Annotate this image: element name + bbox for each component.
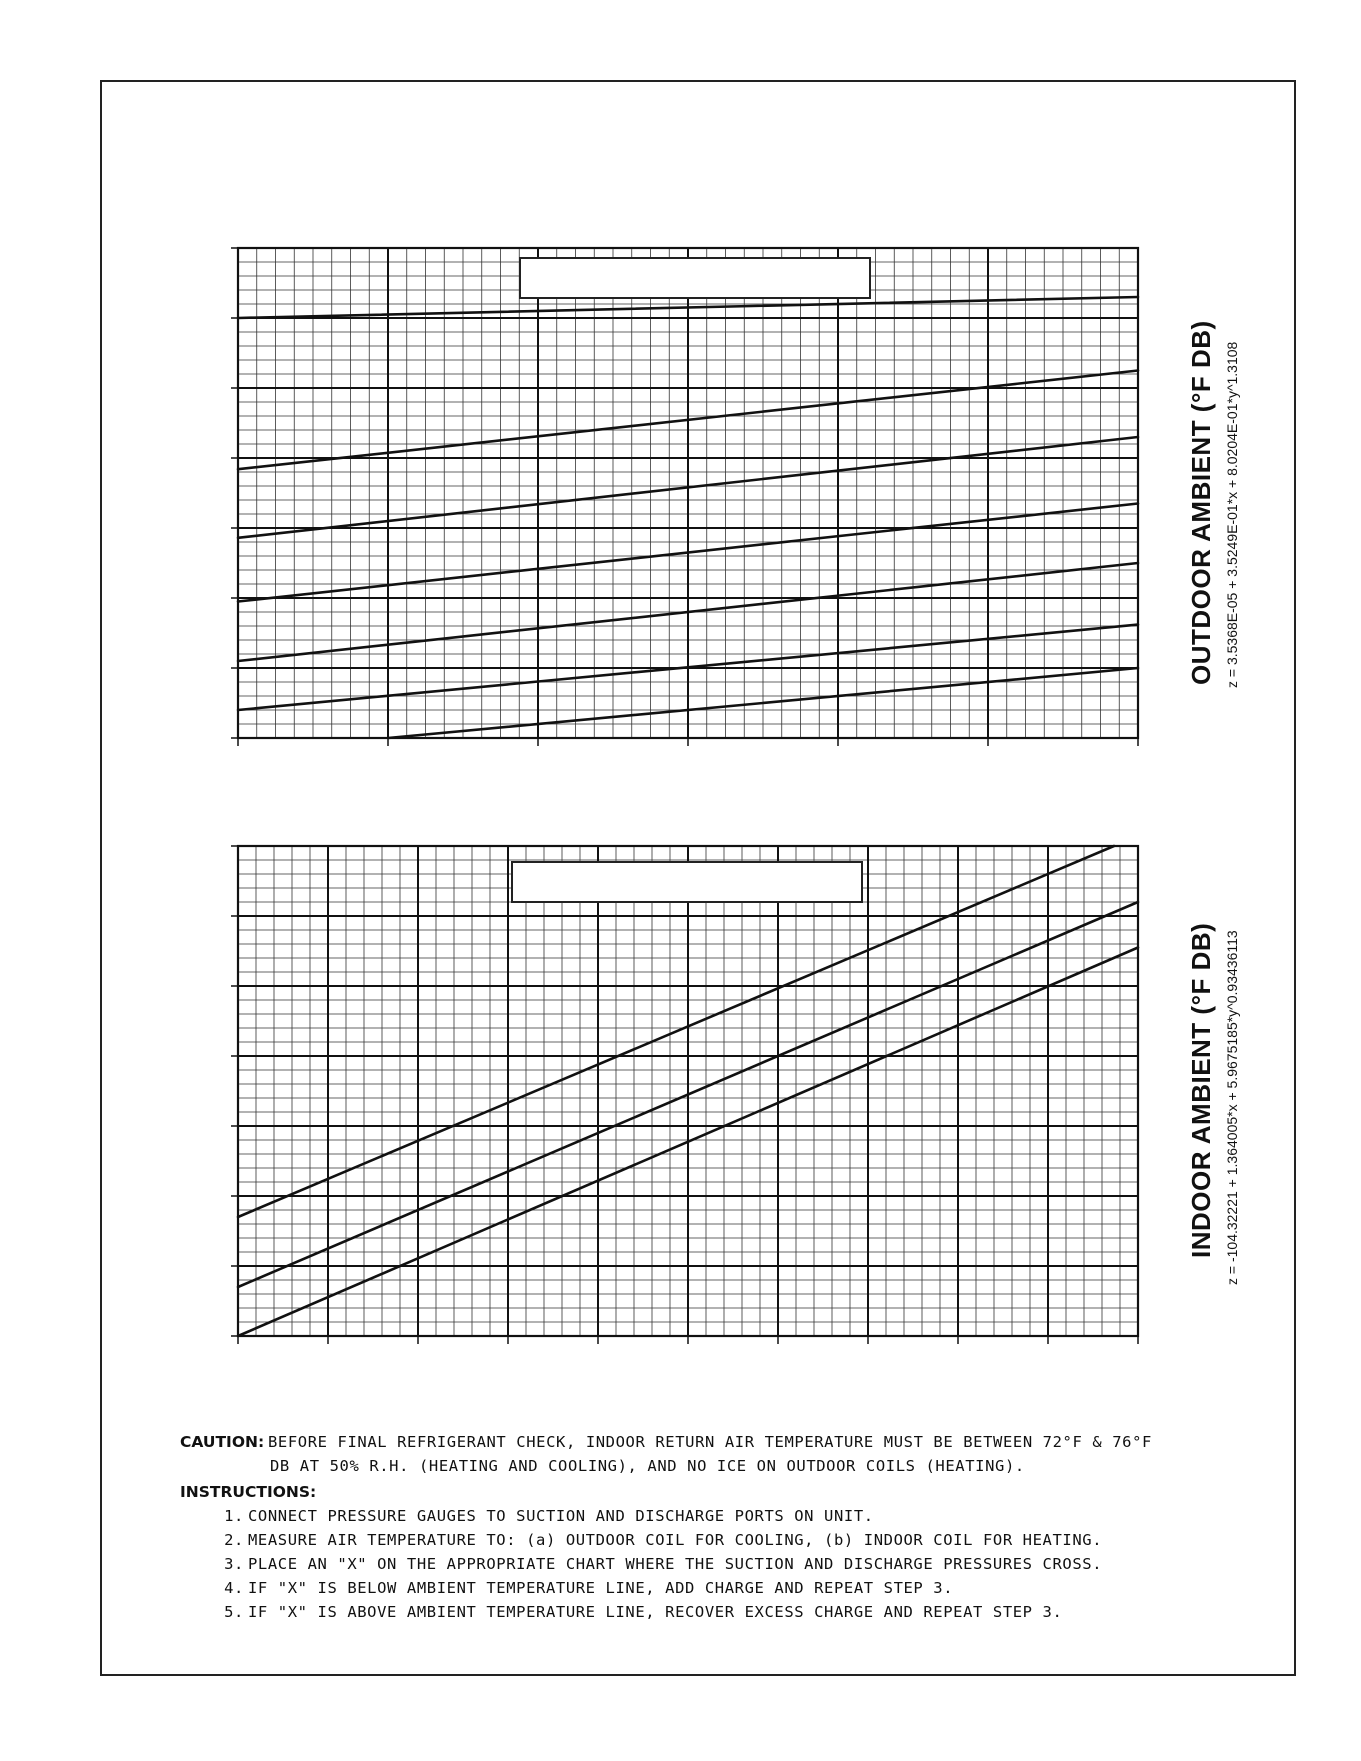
instruction-step: [180, 1600, 1260, 1624]
instruction-step: [180, 1504, 1260, 1528]
outdoor-side-label: [1186, 320, 1217, 685]
caution-row-2: [180, 1454, 1260, 1478]
chart-title-box: [512, 862, 862, 902]
instruction-step: [180, 1528, 1260, 1552]
indoor-ambient-chart: [230, 838, 1140, 1343]
instructions-label: INSTRUCTIONS:: [180, 1483, 317, 1501]
step-text: CONNECT PRESSURE GAUGES TO SUCTION AND DISCHARGE PORTS ON UNIT.: [248, 1507, 874, 1525]
step-text: IF "X" IS ABOVE AMBIENT TEMPERATURE LINE, RECOVER EXCESS CHARGE AND REPEAT STEP 3.: [248, 1603, 1063, 1621]
outdoor-ambient-title: OUTDOOR AMBIENT (°F DB): [1186, 320, 1216, 685]
caution-text-2: DB AT 50% R.H. (HEATING AND COOLING), AND NO ICE ON OUTDOOR COILS (HEATING).: [270, 1457, 1025, 1475]
caution-row: [180, 1430, 1260, 1454]
caution-label: CAUTION:: [180, 1433, 265, 1451]
step-number: 5.: [224, 1603, 244, 1621]
step-number: 4.: [224, 1579, 244, 1597]
instruction-step: [180, 1552, 1260, 1576]
outdoor-ambient-chart: [230, 240, 1140, 745]
outdoor-equation: z = 3.5368E-05 + 3.5249E-01*x + 8.0204E-01*y^1.3108: [1224, 341, 1240, 688]
step-number: 3.: [224, 1555, 244, 1573]
step-number: 1.: [224, 1507, 244, 1525]
instruction-step: [180, 1576, 1260, 1600]
step-number: 2.: [224, 1531, 244, 1549]
indoor-ambient-title: INDOOR AMBIENT (°F DB): [1186, 922, 1216, 1258]
step-text: IF "X" IS BELOW AMBIENT TEMPERATURE LINE, ADD CHARGE AND REPEAT STEP 3.: [248, 1579, 954, 1597]
indoor-equation: z = -104.32221 + 1.364005*x + 5.9675185*y^0.93436113: [1224, 930, 1240, 1285]
instruction-steps: [180, 1504, 1260, 1624]
step-text: MEASURE AIR TEMPERATURE TO: (a) OUTDOOR COIL FOR COOLING, (b) INDOOR COIL FOR HEATING.: [248, 1531, 1103, 1549]
step-text: PLACE AN "X" ON THE APPROPRIATE CHART WHERE THE SUCTION AND DISCHARGE PRESSURES CROSS.: [248, 1555, 1103, 1573]
chart-title-box: [520, 258, 870, 298]
indoor-equation-label: [1224, 930, 1240, 1285]
outdoor-equation-label: [1224, 342, 1240, 688]
caution-text-1: BEFORE FINAL REFRIGERANT CHECK, INDOOR RETURN AIR TEMPERATURE MUST BE BETWEEN 72°F & 76°F: [268, 1433, 1152, 1451]
notes-section: [180, 1430, 1260, 1624]
indoor-side-label: [1186, 923, 1217, 1258]
